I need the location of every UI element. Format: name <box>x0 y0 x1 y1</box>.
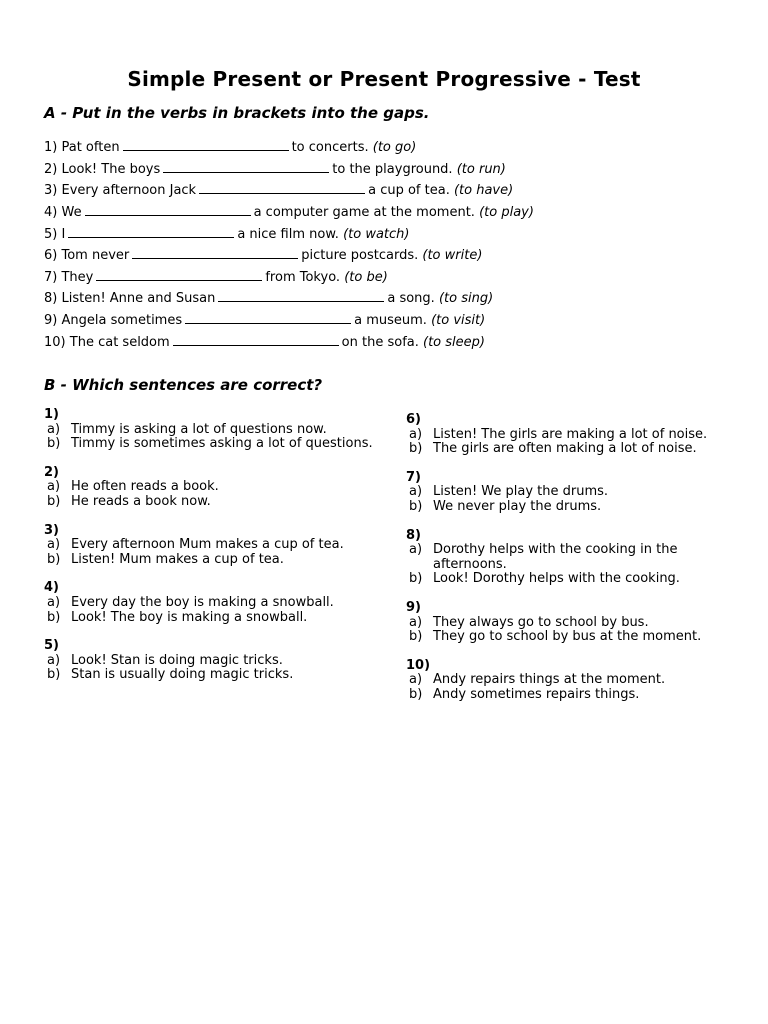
answer-blank[interactable] <box>68 225 234 238</box>
gap-item: 2) Look! The boys to the playground. (to run) <box>44 161 506 177</box>
option-b[interactable]: b) Listen! Mum makes a cup of tea. <box>47 551 284 567</box>
option-b[interactable]: b) Stan is usually doing magic tricks. <box>47 667 294 683</box>
gap-item: 8) Listen! Anne and Susan a song. (to sing) <box>44 291 494 307</box>
answer-blank[interactable] <box>132 246 298 259</box>
gap-item: 5) I a nice film now. (to watch) <box>44 226 410 242</box>
verb-hint: (to go) <box>372 140 417 155</box>
option-b[interactable]: b) The girls are often making a lot of noise. <box>409 441 697 457</box>
option-a[interactable]: a) Timmy is asking a lot of questions now. <box>47 421 327 437</box>
question-block <box>44 466 374 510</box>
verb-hint: (to sleep) <box>423 334 485 350</box>
verb-hint: (to play) <box>479 204 534 220</box>
option-a[interactable]: a) Listen! The girls are making a lot of noise. <box>409 426 708 442</box>
gap-item: 1) Pat often to concerts. (to go) <box>44 140 417 155</box>
questions-left-column <box>44 408 374 683</box>
question-block <box>406 601 736 645</box>
option-b[interactable]: b) Timmy is sometimes asking a lot of questions. <box>47 436 373 452</box>
question-block <box>406 471 736 515</box>
verb-hint: (to have) <box>453 183 514 199</box>
question-number: 10) <box>406 657 431 673</box>
verb-hint: (to run) <box>456 161 506 177</box>
option-b[interactable]: b) We never play the drums. <box>409 498 602 514</box>
option-b[interactable]: b) Look! The boy is making a snowball. <box>47 609 308 625</box>
option-b[interactable]: b) He reads a book now. <box>47 493 211 509</box>
page-title: Simple Present or Present Progressive - Test <box>127 67 641 91</box>
verb-hint: (to visit) <box>431 313 486 329</box>
option-a[interactable]: a) He often reads a book. <box>47 479 219 495</box>
answer-blank[interactable] <box>123 138 289 151</box>
gap-fill-list <box>44 137 534 353</box>
gap-item: 4) We a computer game at the moment. (to play) <box>44 204 534 220</box>
question-block <box>406 413 736 457</box>
option-a[interactable]: a) Listen! We play the drums. <box>409 484 609 500</box>
option-a[interactable]: a) Every afternoon Mum makes a cup of tea. <box>47 537 344 553</box>
gap-item: 10) The cat seldom on the sofa. (to sleep) <box>44 334 485 350</box>
question-number: 8) <box>406 527 421 543</box>
option-a[interactable]: a) Dorothy helps with the cooking in the afternoons. <box>409 542 678 572</box>
question-number: 3) <box>44 522 59 538</box>
answer-blank[interactable] <box>163 160 329 173</box>
option-a[interactable]: a) They always go to school by bus. <box>409 614 649 630</box>
verb-hint: (to write) <box>422 248 483 264</box>
option-b[interactable]: b) Look! Dorothy helps with the cooking. <box>409 571 680 587</box>
questions-right-column <box>406 413 736 703</box>
option-a[interactable]: a) Look! Stan is doing magic tricks. <box>47 652 283 668</box>
answer-blank[interactable] <box>173 333 339 346</box>
option-a[interactable]: a) Andy repairs things at the moment. <box>409 672 666 688</box>
question-number: 6) <box>406 412 421 427</box>
question-number: 9) <box>406 599 421 615</box>
question-number: 7) <box>406 469 421 485</box>
question-block <box>44 408 374 452</box>
answer-blank[interactable] <box>185 311 351 324</box>
question-block <box>406 529 736 587</box>
answer-blank[interactable] <box>96 268 262 281</box>
question-block <box>44 581 374 625</box>
gap-item: 6) Tom never picture postcards. (to write) <box>44 248 483 264</box>
gap-item: 9) Angela sometimes a museum. (to visit) <box>44 313 486 329</box>
question-number: 5) <box>44 638 59 654</box>
question-number: 4) <box>44 580 59 596</box>
option-b[interactable]: b) Andy sometimes repairs things. <box>409 686 640 702</box>
question-number: 1) <box>44 407 59 422</box>
section-b-heading: B - Which sentences are correct? <box>44 376 323 394</box>
question-block <box>44 524 374 568</box>
section-a-heading: A - Put in the verbs in brackets into the gaps. <box>44 104 430 122</box>
option-a[interactable]: a) Every day the boy is making a snowball. <box>47 594 334 610</box>
answer-blank[interactable] <box>199 181 365 194</box>
question-block <box>406 659 736 703</box>
verb-hint: (to be) <box>344 269 388 285</box>
answer-blank[interactable] <box>85 203 251 216</box>
gap-item: 3) Every afternoon Jack a cup of tea. (to have) <box>44 183 514 199</box>
option-b[interactable]: b) They go to school by bus at the moment. <box>409 629 702 645</box>
gap-item: 7) They from Tokyo. (to be) <box>44 269 388 285</box>
question-block <box>44 639 374 683</box>
verb-hint: (to sing) <box>438 291 494 307</box>
question-number: 2) <box>44 464 59 480</box>
answer-blank[interactable] <box>218 289 384 302</box>
verb-hint: (to watch) <box>343 226 410 242</box>
